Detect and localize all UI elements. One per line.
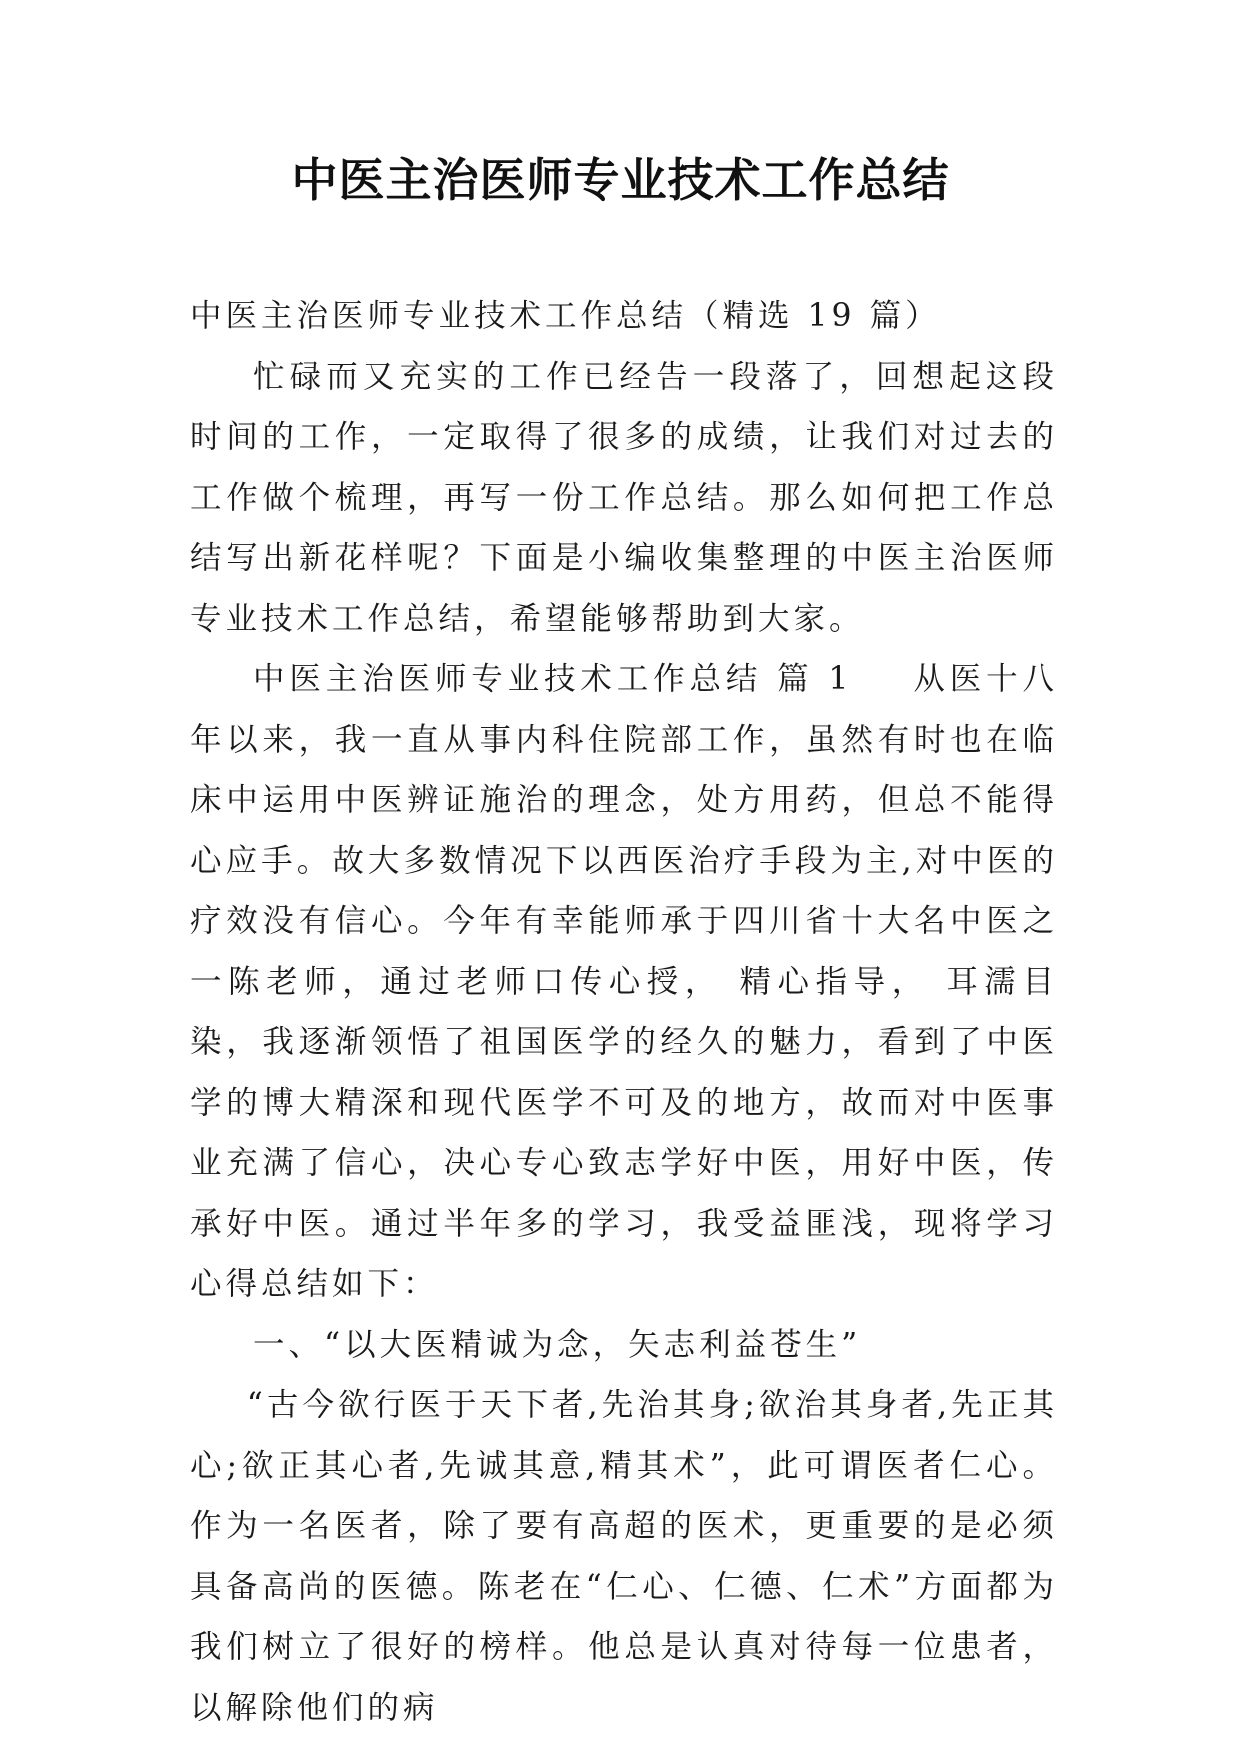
point-1-paragraph: “古今欲行医于天下者,先治其身;欲治其身者,先正其心;欲正其心者,先诚其意,精其术”，此可谓医者仁心。作为一名医者，除了要有高超的医术，更重要的是必须具备高尚的医德。陈老在“仁心、仁德、仁术”方面都为我们树立了很好的榜样。他总是认真对待每一位患者，以解除他们的病 — [190, 1387, 1058, 1726]
section-1-lead: 从医十八年以来，我一直从事内科住院部工作，虽然有时也在临床中运用中医辨证施治的理念，处方用药，但总不能得心应手。故大多数情况下以西医治疗手段为主,对中医的疗效没有信心。今年有幸能师承于四川省十大名中医之一陈老师，通过老师口传心授， 精心指导， 耳濡目染，我逐渐领悟了祖国医学的经久的魅力，看到了中医学的博大精深和现代医学不可及的地方，故而对中医事业充满了信心，决心专心致志学好中医，用好中医，传承好中医。通过半年多的学习，我受益匪浅，现将学习心得总结如下： — [190, 661, 1058, 1302]
point-1-heading: 一、“以大医精诚为念，矢志利益苍生” — [253, 1326, 862, 1363]
intro-paragraph: 忙碌而又充实的工作已经告一段落了，回想起这段时间的工作，一定取得了很多的成绩，让我们对过去的工作做个梳理，再写一份工作总结。那么如何把工作总结写出新花样呢？下面是小编收集整理的中医主治医师专业技术工作总结，希望能够帮助到大家。 — [190, 358, 1058, 637]
document-body — [190, 286, 1058, 1738]
document-title: 中医主治医师专业技术工作总结 — [291, 153, 950, 207]
section-1-heading: 中医主治医师专业技术工作总结 篇 1 — [253, 661, 853, 697]
section-1-paragraph — [190, 649, 1058, 1315]
document-subtitle: 中医主治医师专业技术工作总结（精选 19 篇） — [190, 298, 941, 334]
